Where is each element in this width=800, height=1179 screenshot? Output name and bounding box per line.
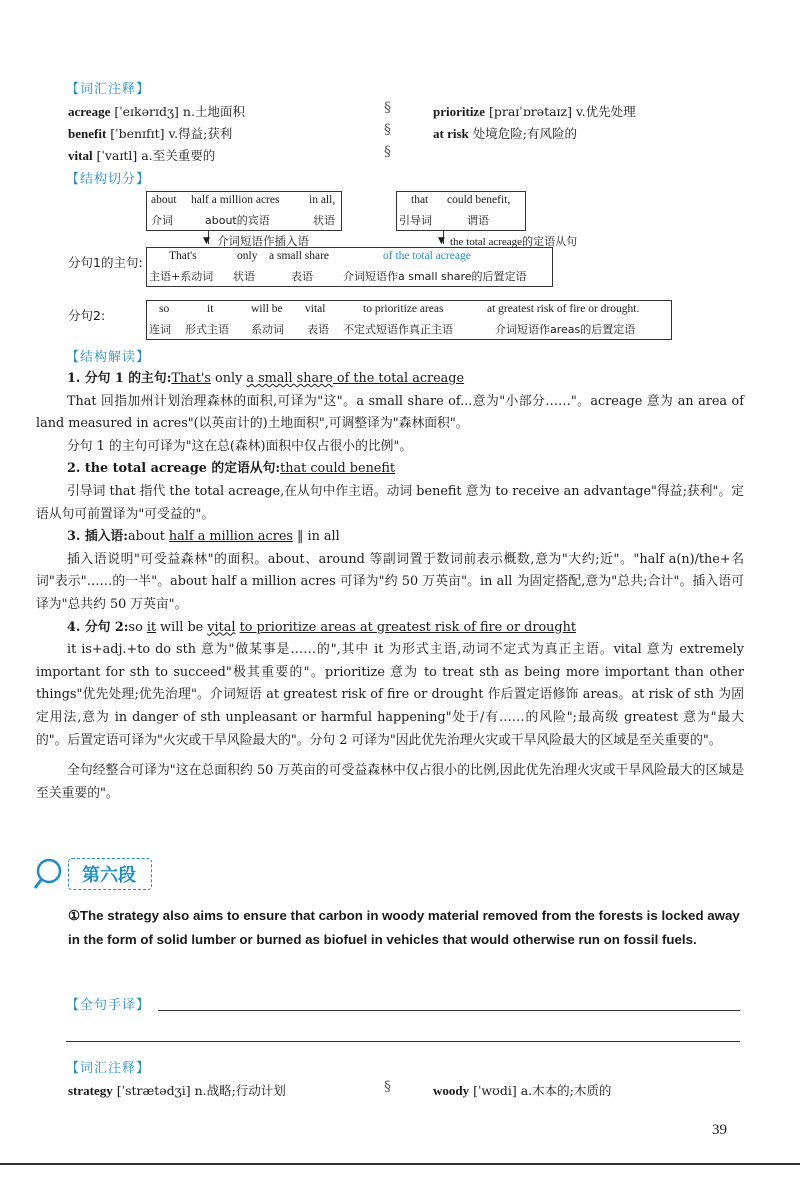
analysis-paragraph: 插入语说明"可受益森林"的面积。about、around 等副词置于数词前表示概数,意为"大约;近"。"half a(n)/the+名词"表示"……的一半"。about half a million acres 可译为"约 50 万英亩"。in all 为固定搭配,意为"总共;合计"。插入语可译为"总共约 50 万英亩"。: [36, 551, 744, 612]
section-label-analysis: 【结构解读】: [66, 350, 151, 365]
separator-icon: §: [384, 122, 391, 138]
section-label-translate: 【全句手译】: [66, 998, 151, 1013]
analysis-heading: 1. 分句 1 的主句:That's only a small share of the total acreage: [67, 371, 465, 386]
analysis-body: [36, 368, 744, 805]
analysis-paragraph: That 回指加州计划治理森林的面积,可译为"这"。a small share of...意为"小部分……"。acreage 意为 an area of land measured in acres"(以英亩计的)土地面积",可调整译为"森林面积"。: [36, 393, 744, 432]
separator-icon: §: [384, 1079, 391, 1095]
section-label-vocab: 【词汇注释】: [66, 82, 151, 97]
section-label-structure: 【结构切分】: [66, 172, 151, 187]
answer-line[interactable]: [158, 1010, 740, 1011]
paragraph-title: 第六段: [82, 865, 136, 886]
section-label-vocab: 【词汇注释】: [66, 1061, 151, 1076]
structure-box-parenthesis: about half a million acres in all, 介词 about的宾语 状语: [146, 191, 342, 231]
magnifier-icon: [32, 855, 72, 895]
footer-rule: [0, 1163, 800, 1165]
vocab-item: strategy [ˈstrætədʒi] n.战略;行动计划: [68, 1083, 286, 1098]
structure-box-attributive: that could benefit, 引导词 谓语: [396, 191, 526, 231]
analysis-paragraph: it is+adj.+to do sth 意为"做某事是……的",其中 it 为形式主语,动词不定式为真正主语。vital 意为 extremely important for sth to succeed"极其重要的"。prioritize 意为 to treat sth as being more important than other things"优先处理;优先治理"。介词短语 at greatest risk of fire or drought 作后置定语修饰 areas。at risk of sth 为固定用法,意为 in danger of sth unpleasant or harmful happening"处于/有……的风险";最高级 greatest 意为"最大的"。后置定语可译为"火灾或干旱风险最大的"。分句 2 可译为"因此优先治理火灾或干旱风险最大的区域是至关重要的"。: [36, 642, 744, 748]
separator-icon: §: [384, 144, 391, 160]
page-number: 39: [712, 1122, 727, 1138]
answer-line[interactable]: [66, 1041, 740, 1042]
vocab-item: benefit [ˈbenɪfɪt] v.得益;获利: [68, 126, 233, 141]
vocab-item: acreage [ˈeɪkərɪdʒ] n.土地面积: [68, 104, 245, 119]
vocab-item: vital [ˈvaɪtl] a.至关重要的: [68, 148, 216, 163]
analysis-heading: 3. 插入语:about half a million acres ‖ in all: [67, 529, 340, 545]
arrow-down-icon: ▼: [438, 236, 445, 246]
structure-label: 分句1的主句:: [68, 255, 143, 270]
analysis-paragraph: 引导词 that 指代 the total acreage,在从句中作主语。动词 benefit 意为 to receive an advantage"得益;获利"。定语从句可前置译为"可受益的"。: [36, 483, 744, 522]
arrow-label: 介词短语作插入语: [217, 234, 309, 248]
structure-box-clause2: so it will be vital to prioritize areas at greatest risk of fire or drought. 连词 形式主语 系动词 表语 不定式短语作真正主语 介词短语作areas的后置定语: [146, 300, 672, 340]
analysis-heading: 4. 分句 2:so it will be vital to prioritize areas at greatest risk of fire or drought: [67, 619, 576, 635]
analysis-paragraph: 分句 1 的主句可译为"这在总(森林)面积中仅占很小的比例"。: [67, 438, 413, 454]
separator-icon: §: [384, 100, 391, 116]
vocab-item: at risk 处境危险;有风险的: [433, 126, 577, 141]
paragraph6-sentence: ①The strategy also aims to ensure that carbon in woody material removed from the forests is locked away in the form of solid lumber or burned as biofuel in vehicles that would otherwise run on fossil fuels.: [68, 908, 740, 947]
structure-label: 分句2:: [68, 308, 106, 323]
arrow-down-icon: ▼: [203, 236, 210, 246]
vocab-item: woody [ˈwʊdi] a.木本的;木质的: [433, 1083, 612, 1098]
analysis-paragraph: 全句经整合可译为"这在总面积约 50 万英亩的可受益森林中仅占很小的比例,因此优先治理火灾或干旱风险最大的区域是至关重要的"。: [36, 763, 744, 801]
vocab-item: prioritize [praɪˈɒrətaɪz] v.优先处理: [433, 104, 636, 119]
structure-box-main: That's only a small share of the total acreage 主语+系动词 状语 表语 介词短语作a small share的后置定语: [146, 247, 553, 287]
arrow-label: the total acreage的定语从句: [450, 236, 578, 248]
analysis-heading: 2. the total acreage 的定语从句:that could benefit: [67, 461, 396, 477]
